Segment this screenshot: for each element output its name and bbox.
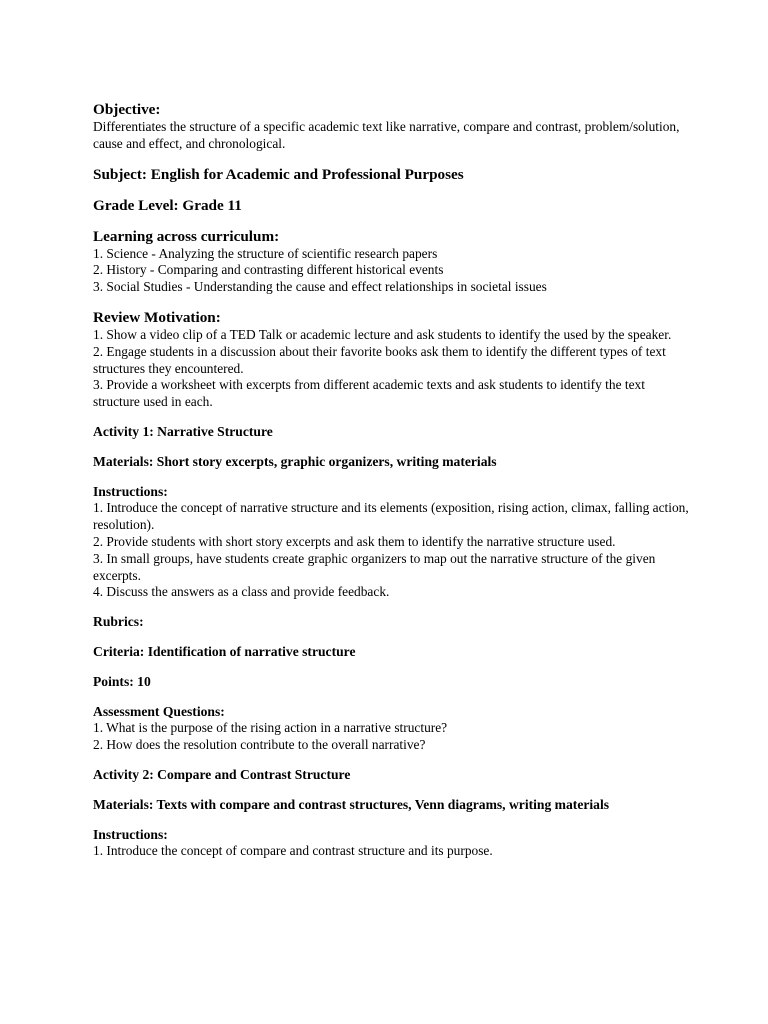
criteria-heading: Criteria: Identification of narrative structure xyxy=(93,643,356,659)
curriculum-item: 3. Social Studies - Understanding the cause and effect relationships in societal issues xyxy=(93,279,547,295)
activity2-instruction-item: 1. Introduce the concept of compare and contrast structure and its purpose. xyxy=(93,843,493,859)
grade-level-heading: Grade Level: Grade 11 xyxy=(93,196,242,214)
activity2-materials: Materials: Texts with compare and contrast structures, Venn diagrams, writing materials xyxy=(93,796,610,812)
learning-across-curriculum-heading: Learning across curriculum: xyxy=(93,227,280,245)
motivation-item: 3. Provide a worksheet with excerpts from different academic texts and ask students to identify the text structure used in each. xyxy=(93,377,645,410)
activity1-materials: Materials: Short story excerpts, graphic organizers, writing materials xyxy=(93,453,497,469)
curriculum-item: 1. Science - Analyzing the structure of scientific research papers xyxy=(93,245,438,261)
assessment-question-item: 2. How does the resolution contribute to the overall narrative? xyxy=(93,737,426,753)
motivation-item: 2. Engage students in a discussion about their favorite books ask them to identify the different types of text structures they encountered. xyxy=(93,343,666,376)
objective-text: Differentiates the structure of a specific academic text like narrative, compare and contrast, problem/solution, cause and effect, and chronological. xyxy=(93,119,680,151)
document-page xyxy=(93,101,693,860)
activity1-instruction-item: 1. Introduce the concept of narrative structure and its elements (exposition, rising action, climax, falling action, resolution). xyxy=(93,500,689,533)
activity1-instructions-heading: Instructions: xyxy=(93,483,168,499)
subject-heading: Subject: English for Academic and Professional Purposes xyxy=(93,165,464,183)
activity1-instruction-item: 2. Provide students with short story excerpts and ask them to identify the narrative structure used. xyxy=(93,533,616,549)
activity1-title: Activity 1: Narrative Structure xyxy=(93,423,273,439)
review-motivation-heading: Review Motivation: xyxy=(93,308,221,326)
activity1-instruction-item: 3. In small groups, have students create graphic organizers to map out the narrative structure of the given excerpts. xyxy=(93,550,656,583)
activity2-title: Activity 2: Compare and Contrast Structure xyxy=(93,766,351,782)
motivation-item: 1. Show a video clip of a TED Talk or academic lecture and ask students to identify the used by the speaker. xyxy=(93,326,672,342)
curriculum-item: 2. History - Comparing and contrasting different historical events xyxy=(93,262,444,278)
activity2-instructions-heading: Instructions: xyxy=(93,826,168,842)
objective-heading: Objective: xyxy=(93,101,161,118)
assessment-questions-heading: Assessment Questions: xyxy=(93,703,225,719)
activity1-instruction-item: 4. Discuss the answers as a class and provide feedback. xyxy=(93,584,390,600)
rubrics-heading: Rubrics: xyxy=(93,614,144,630)
assessment-question-item: 1. What is the purpose of the rising action in a narrative structure? xyxy=(93,720,448,736)
points-heading: Points: 10 xyxy=(93,673,151,689)
